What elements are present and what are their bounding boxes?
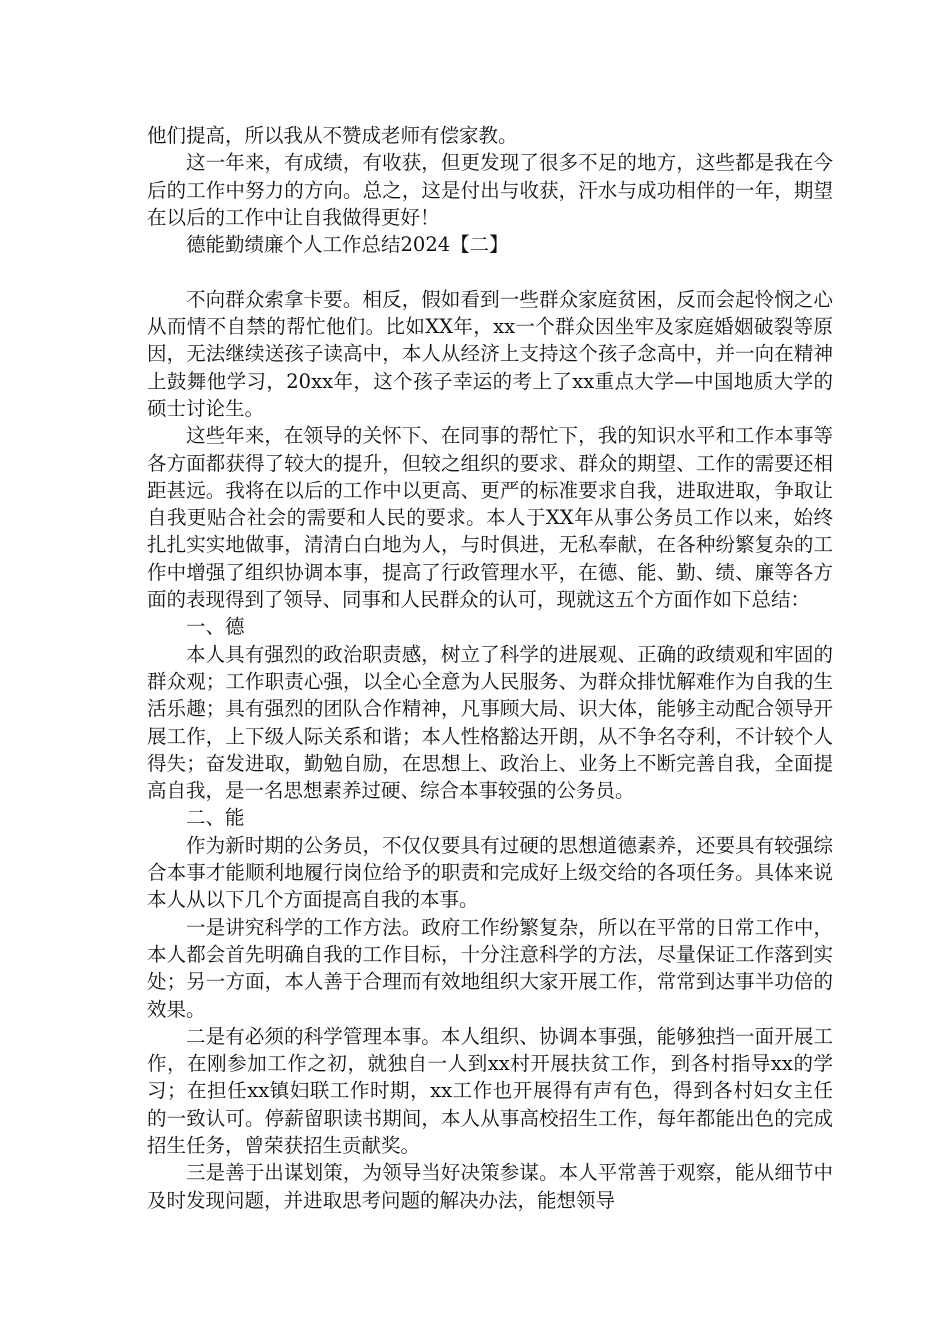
paragraph: 作为新时期的公务员，不仅仅要具有过硬的思想道德素养，还要具有较强综合本事才能顺利地履行岗位给予的职责和完成好上级交给的各项任务。具体来说本人从以下几个方面提高自我的本事。 [147, 833, 833, 912]
paragraph: 三是善于出谋划策，为领导当好决策参谋。本人平常善于观察，能从细节中及时发现问题，并进取思考问题的解决办法，能想领导 [147, 1161, 833, 1212]
paragraph: 本人具有强烈的政治职责感，树立了科学的进展观、正确的政绩观和牢固的群众观；工作职责心强，以全心全意为人民服务、为群众排忧解难作为自我的生活乐趣；具有强烈的团队合作精神，凡事顾大局、识大体，能够主动配合领导开展工作，上下级人际关系和谐；本人性格豁达开朗，从不争名夺利，不计较个人得失；奋发进取，勤勉自励，在思想上、政治上、业务上不断完善自我，全面提高自我，是一名思想素养过硬、综合本事较强的公务员。 [147, 642, 833, 803]
section-heading-neng: 二、能 [186, 806, 245, 830]
paragraph: 这一年来，有成绩，有收获，但更发现了很多不足的地方，这些都是我在今后的工作中努力的方向。总之，这是付出与收获，汗水与成功相伴的一年，期望在以后的工作中让自我做得更好！ [147, 151, 833, 229]
document-body [147, 122, 833, 1214]
paragraph: 这些年来，在领导的关怀下、在同事的帮忙下，我的知识水平和工作本事等各方面都获得了较大的提升，但较之组织的要求、群众的期望、工作的需要还相距甚远。我将在以后的工作中以更高、更严的标准要求自我，进取进取，争取让自我更贴合社会的需要和人民的要求。本人于XX年从事公务员工作以来，始终扎扎实实地做事，清清白白地为人，与时俱进，无私奉献，在各种纷繁复杂的工作中增强了组织协调本事，提高了行政管理水平，在德、能、勤、绩、廉等各方面的表现得到了领导、同事和人民群众的认可，现就这五个方面作如下总结： [147, 424, 833, 612]
paragraph: 他们提高，所以我从不赞成老师有偿家教。 [147, 124, 518, 147]
section-heading-de: 一、德 [186, 615, 245, 639]
paragraph: 二是有必须的科学管理本事。本人组织、协调本事强，能够独挡一面开展工作，在刚参加工作之初，就独自一人到xx村开展扶贫工作，到各村指导xx的学习；在担任xx镇妇联工作时期，xx工作也开展得有声有色，得到各村妇女主任的一致认可。停薪留职读书期间，本人从事高校招生工作，每年都能出色的完成招生任务，曾荣获招生贡献奖。 [147, 1024, 833, 1157]
section-title: 德能勤绩廉个人工作总结2024【二】 [186, 233, 509, 257]
blank-line [147, 258, 833, 285]
paragraph: 不向群众索拿卡要。相反，假如看到一些群众家庭贫困，反而会起怜悯之心从而情不自禁的帮忙他们。比如XX年，xx一个群众因坐牢及家庭婚姻破裂等原因，无法继续送孩子读高中，本人从经济上支持这个孩子念高中，并一向在精神上鼓舞他学习，20xx年，这个孩子幸运的考上了xx重点大学—中国地质大学的硕士讨论生。 [147, 287, 833, 420]
paragraph: 一是讲究科学的工作方法。政府工作纷繁复杂，所以在平常的日常工作中，本人都会首先明确自我的工作目标，十分注意科学的方法，尽量保证工作落到实处；另一方面，本人善于合理而有效地组织大家开展工作，常常到达事半功倍的效果。 [147, 915, 833, 1021]
